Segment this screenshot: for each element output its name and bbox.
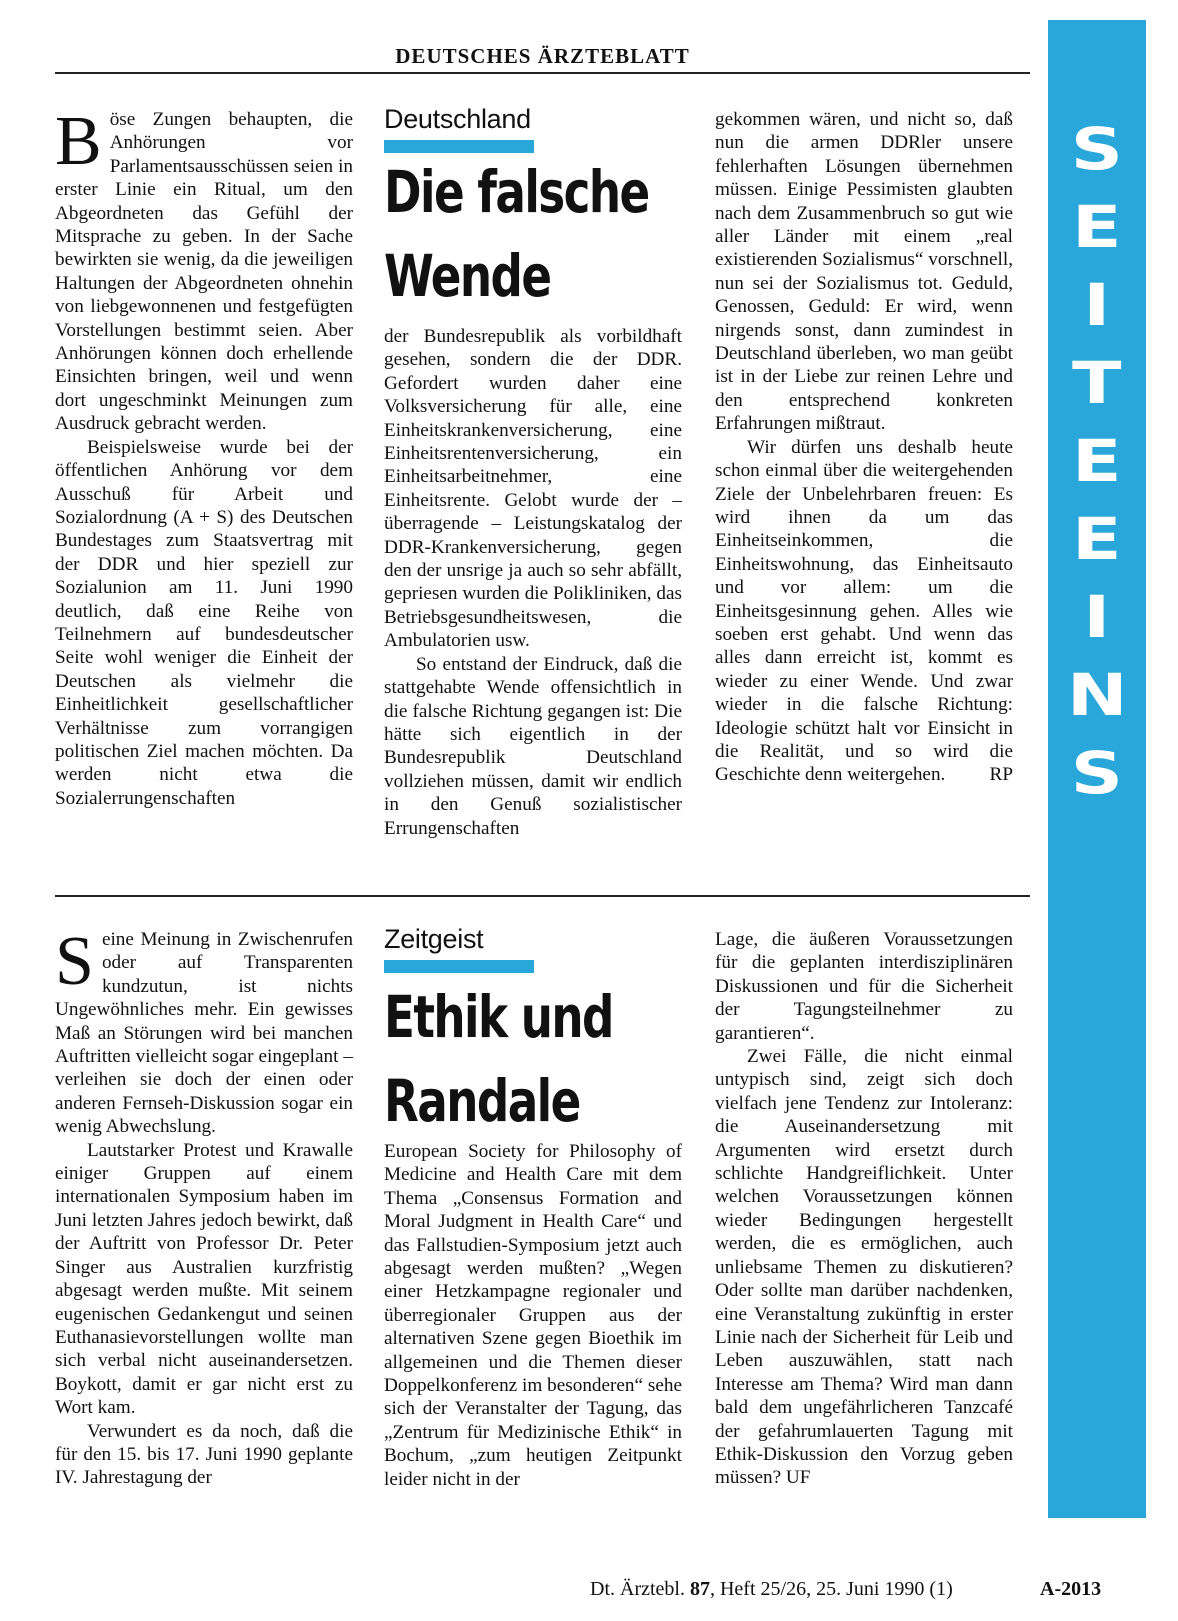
article2-signature: UF — [785, 1467, 811, 1489]
sidebar-letter: I — [1083, 583, 1111, 651]
article1-col3-p1: gekommen wären, und nicht so, daß nun die armen DDRler unsere fehlerhaften Lösungen übernehmen müssen. Einige Pessimisten glaubten nach dem Zusammenbruch so gut wie aller Länder mit einem „real existierenden Sozialismus“ vorschnell, nun sei der Sozialismus tot. Geduld, Genossen, Geduld: Er wird, wenn nirgends sonst, dann zumindest in Deutschland überleben, wo man geübt ist in der Liebe zur reinen Lehre und den entsprechend konkreten Erfahrungen mißtraut. — [715, 109, 1013, 435]
article2-headline — [384, 975, 626, 1143]
article1-col1-p2: Beispielsweise wurde bei der öffentlichen Anhörung vor dem Ausschuß für Arbeit und Sozialordnung (A + S) des Deutschen Bundestages zum Staatsvertrag mit der DDR und hier speziell zur Sozialunion am 11. Juni 1990 deutlich, daß eine Reihe von Teilnehmern auf bundesdeutscher Seite wohl weniger die Einheit der Deutschen als vielmehr die Einheitlichkeit gesellschaftlicher Verhältnisse zum vorrangigen politischen Ziel machen möchten. Da werden nicht etwa die Sozialerrungenschaften — [55, 436, 353, 809]
article2-col1-p3: Verwundert es da noch, daß die für den 15. bis 17. Juni 1990 geplante IV. Jahrestagung der — [55, 1420, 353, 1489]
article2-headline-line1: Ethik und — [384, 983, 613, 1051]
sidebar-letter: S — [1070, 115, 1124, 183]
sidebar-letter: I — [1083, 271, 1111, 339]
sidebar-letter: T — [1072, 349, 1122, 417]
article1-column-3 — [715, 108, 1013, 787]
article2-col1-p2: Lautstarker Protest und Krawalle einiger Gruppen auf einem internationalen Symposium haben im Juni letzten Jahres jedoch bewirkt, daß der Auftritt von Professor Dr. Peter Singer aus Australien kurzfristig abgesagt werden mußte. Mit seinem eugenischen Gedankengut und seinen Euthanasievorstellungen wollte man sich verbal nicht auseinandersetzen. Boykott, damit er gar nicht erst zu Wort kam. — [55, 1139, 353, 1419]
footer-journal: Dt. Ärztebl. — [590, 1578, 685, 1600]
page-number: A-2013 — [1040, 1578, 1102, 1600]
article1-kicker: Deutschland — [384, 104, 531, 134]
footer-volume: 87 — [689, 1578, 710, 1600]
article2-column-1 — [55, 923, 353, 1490]
article2-headline-line2: Randale — [384, 1067, 580, 1135]
top-rule — [55, 72, 1030, 74]
article2-col3-p1: Lage, die äußeren Voraussetzungen für die geplanten interdisziplinären Diskussionen und für die Sicherheit der Tagungsteilnehmer zu garantieren“. — [715, 929, 1013, 1044]
article2-column-2 — [384, 1140, 682, 1491]
article1-headline — [384, 150, 649, 318]
article2-column-3 — [715, 928, 1013, 1490]
article2-col1-p1: eine Meinung in Zwischenrufen oder auf Transparenten kundzutun, ist nichts Ungewöhnliches mehr. Ein gewisses Maß an Störungen wird bei manchen Auftritten vielleicht sogar eingeplant – verleihen sie doch der einen oder anderen Fernseh-Diskussion sogar ein wenig Abwechslung. — [55, 929, 353, 1138]
article1-col2-p2: So entstand der Eindruck, daß die stattgehabte Wende offensichtlich in die falsche Richtung gegangen ist: Die hätte sich eigentlich in der Bundesrepublik Deutschland vollziehen müssen, damit wir endlich in den Genuß sozialistischer Errungenschaften — [384, 653, 682, 839]
article1-dropcap: B — [55, 103, 102, 180]
article1-column-1 — [55, 103, 353, 810]
article2-col3-p2: Zwei Fälle, die nicht einmal untypisch sind, zeigt sich doch vielfach jene Tendenz zur Intoleranz: die Auseinandersetzung mit Argumenten wird ersetzt durch schlichte Handgreiflichkeit. Unter welchen Voraussetzungen können wieder Bedingungen hergestellt werden, die es ermöglichen, auch unliebsame Themen zu diskutieren? Oder sollte man darüber nachdenken, eine Veranstaltung zukünftig in erster Linie nach der Sicherheit für Leib und Leben auszuwählen, statt nach Interesse am Thema? Wird man dann bald dem ungefährlicheren Tanzcafé der gefahrumlauerten Tagung mit Ethik-Diskussion den Vorzug geben müssen? — [715, 1046, 1013, 1489]
sidebar-word — [1048, 110, 1146, 812]
article1-column-2 — [384, 325, 682, 840]
article2-kicker: Zeitgeist — [384, 924, 484, 954]
article1-col3-p2: Wir dürfen uns deshalb heute schon einmal über die weitergehenden Ziele der Unbelehrbaren freuen: Es wird ihnen da um das Einheitseinkommen, die Einheitswohnung, das Einheitsauto und vor allem: um die Einheitsgesinnung gehen. Alles wie soeben erst gehabt. Und wenn das alles dann erreicht ist, kommt es wieder zu einer Wende. Und zwar wieder in die falsche Richtung: Ideologie schützt halt vor Einsicht in die Realität, und so wird die Geschichte denn weitergehen. — [715, 436, 1013, 786]
section-divider — [55, 895, 1030, 897]
sidebar-letter: E — [1072, 193, 1122, 261]
article1-col1-p1: öse Zungen behaupten, die Anhörungen vor Parlamentsausschüssen seien in erster Linie ein Ritual, um den Abgeordneten das Gefühl der Mitsprache zu geben. In der Sache bewirkten sie wenig, da die jeweiligen Haltungen der Abgeordneten ohnehin von liebgewonnenen und festgefügten Vorstellungen bestimmt seien. Aber Anhörungen können doch erhellende Einsichten bringen, weil und wenn dort ungeschminkt Meinungen zum Ausdruck gebracht werden. — [55, 109, 353, 435]
sidebar-seite-eins — [1048, 20, 1146, 1518]
article1-headline-line1: Die falsche — [384, 158, 649, 226]
sidebar-letter: S — [1070, 739, 1124, 807]
sidebar-letter: E — [1072, 427, 1122, 495]
masthead: DEUTSCHES ÄRZTEBLATT — [395, 44, 690, 68]
footer-issue: , Heft 25/26, 25. Juni 1990 (1) — [709, 1578, 953, 1600]
article1-col2-p1: der Bundesrepublik als vorbildhaft gesehen, sondern die der DDR. Gefordert wurden daher eine Volksversicherung für alle, eine Einheitskrankenversicherung, eine Einheitsrentenversicherung, ein Einheitsarbeitnehmer, eine Einheitsrente. Gelobt wurde der – überragende – Leistungskatalog der DDR-Krankenversicherung, gegen den der unsrige ja auch so sehr abfällt, gepriesen wurden die Polikliniken, das Betriebsgesundheitswesen, die Ambulatorien usw. — [384, 326, 682, 652]
article2-kicker-bar — [384, 960, 534, 973]
article2-col2-p1: European Society for Philosophy of Medicine and Health Care mit dem Thema „Consensus Formation and Moral Judgment in Health Care“ und das Fallstudien-Symposium jetzt auch abgesagt werden mußten? „Wegen einer Hetzkampagne regionaler und überregionaler Gruppen aus der alternativen Szene gegen Bioethik im allgemeinen und die Themen dieser Doppelkonferenz im besonderen“ sehe sich der Veranstalter der Tagung, das „Zentrum für Medizinische Ethik“ in Bochum, „zum heutigen Zeitpunkt leider nicht in der — [384, 1141, 682, 1490]
sidebar-letter: E — [1072, 505, 1122, 573]
footer-citation — [590, 1578, 953, 1601]
sidebar-letter: N — [1066, 661, 1128, 729]
article1-headline-line2: Wende — [384, 242, 551, 310]
article1-signature: RP — [989, 764, 1013, 786]
article2-dropcap: S — [55, 923, 94, 1000]
